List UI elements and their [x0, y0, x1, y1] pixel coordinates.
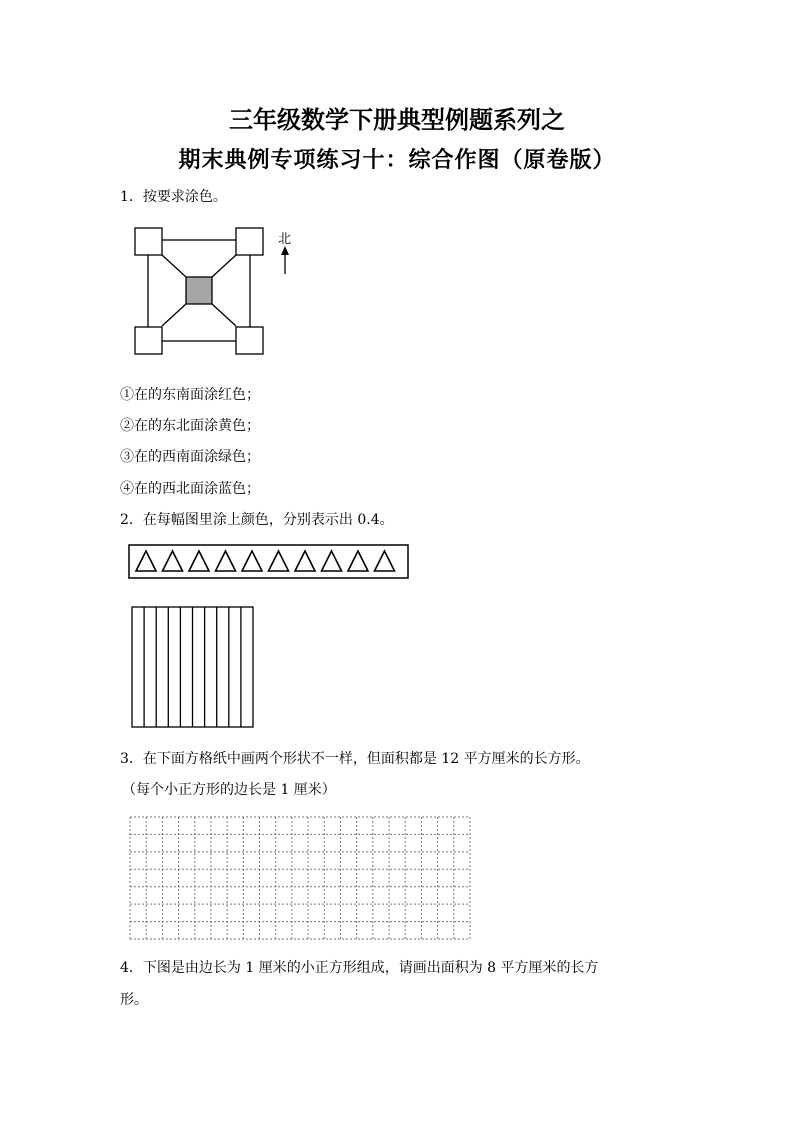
corner-square-sw [135, 327, 162, 354]
triangle-shape [163, 551, 183, 571]
corner-square-ne [236, 228, 263, 255]
question-3-prompt: 3．在下面方格纸中画两个形状不一样，但面积都是 12 平方厘米的长方形。 [120, 751, 590, 767]
question-1-prompt: 1．按要求涂色。 [120, 189, 227, 205]
question-3-note: （每个小正方形的边长是 1 厘米） [122, 782, 336, 798]
corner-square-se [236, 327, 263, 354]
triangle-row-figure [128, 544, 410, 580]
strip-rectangle-figure [130, 605, 256, 729]
triangle-shape [322, 551, 342, 571]
north-label: 北 [278, 232, 292, 247]
dotted-grid-paper [128, 815, 472, 941]
triangle-shape [189, 551, 209, 571]
triangle-shape [242, 551, 262, 571]
north-arrow-head [281, 246, 289, 255]
instruction-4: ④在的西北面涂蓝色； [120, 481, 260, 497]
page-title: 三年级数学下册典型例题系列之 [229, 106, 565, 134]
corner-square-nw [135, 228, 162, 255]
triangle-shape [136, 551, 156, 571]
instruction-2: ②在的东北面涂黄色； [120, 418, 260, 434]
question-4-prompt-line2: 形。 [120, 992, 148, 1008]
instruction-3: ③在的西南面涂绿色； [120, 449, 260, 465]
question-2-prompt: 2．在每幅图里涂上颜色，分别表示出 0.4。 [120, 512, 394, 528]
triangle-shape [269, 551, 289, 571]
question-1-figure [130, 222, 300, 362]
triangle-shape [295, 551, 315, 571]
triangle-shape [348, 551, 368, 571]
triangle-shape [216, 551, 236, 571]
center-shaded-square [186, 277, 212, 304]
question-4-prompt-line1: 4．下图是由边长为 1 厘米的小正方形组成，请画出面积为 8 平方厘米的长方 [120, 960, 599, 976]
triangle-shape [375, 551, 395, 571]
page-subtitle: 期末典例专项练习十：综合作图（原卷版） [178, 147, 616, 173]
instruction-1: ①在的东南面涂红色； [120, 387, 260, 403]
